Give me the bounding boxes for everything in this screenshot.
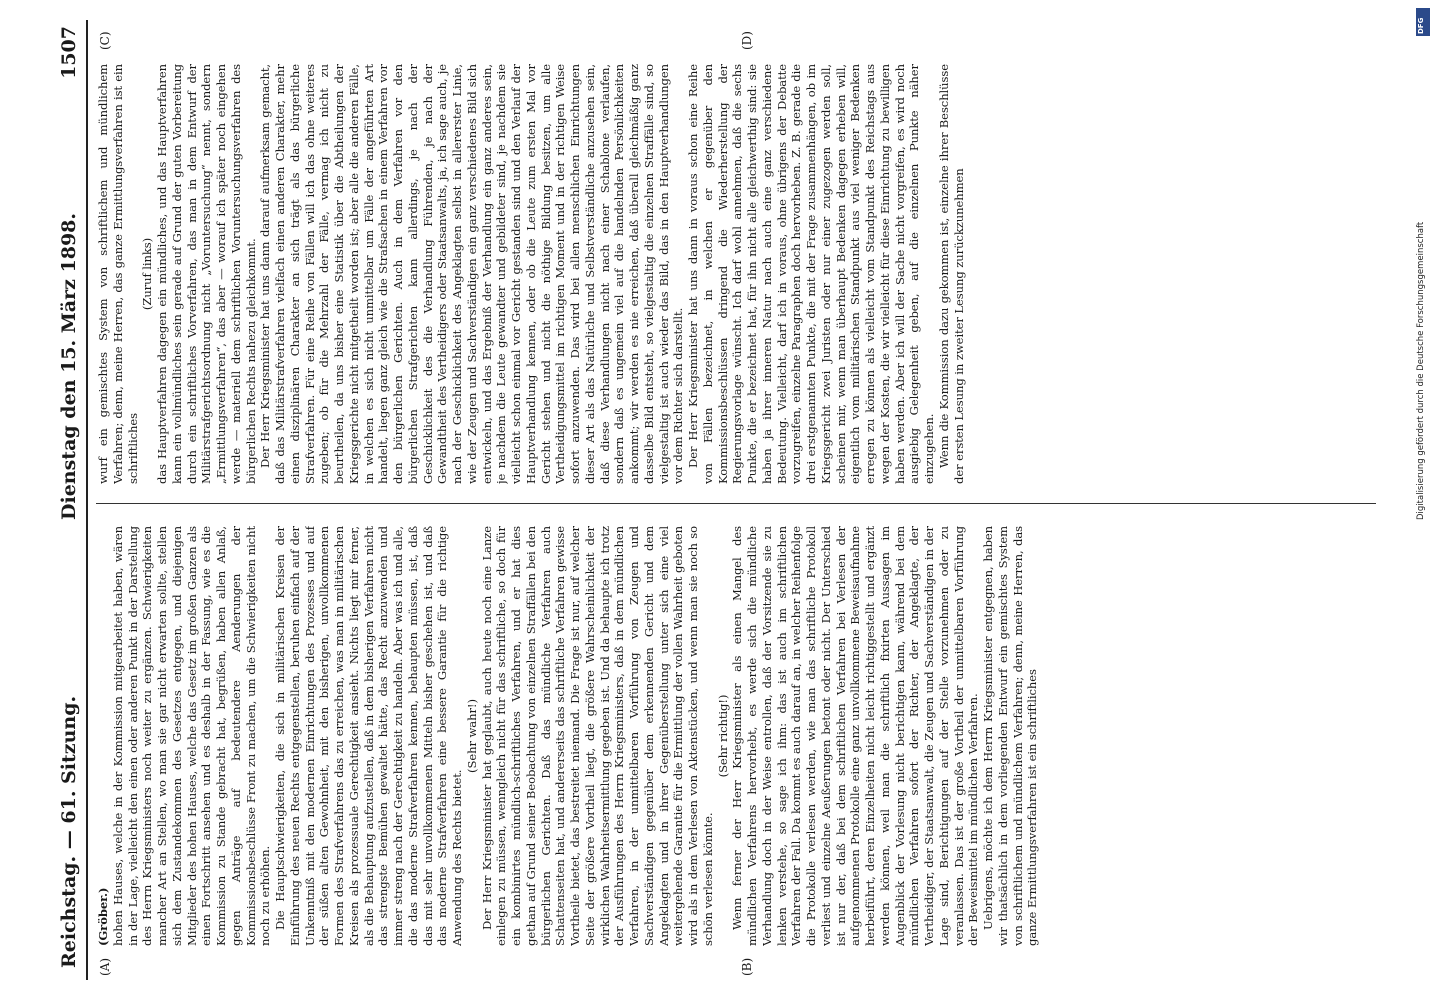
left-column — [96, 526, 1366, 946]
right-paragraph: Der Herr Kriegsminister hat uns dann darauf aufmerksam gemacht, daß das Militärstrafverfahren vielfach einen anderen Charakter, mehr einen disziplinären Charakter an sich trägt als das bürgerliche Strafverfahren. Für eine Reihe von Fällen will ich das ohne weiteres zugeben; ob für die Mehrzahl der Fälle, vermag ich nicht zu beurtheilen, da uns bisher eine Statistik über die Abtheilungen der Kriegsgerichte nicht mitgetheilt worden ist; aber alle die anderen Fälle, in welchen es sich nicht unmittelbar um Fälle der angeführten Art handelt, liegen ganz gleich wie die Strafsachen in einem Verfahren vor den bürgerlichen Gerichten. Auch in dem Verfahren vor den bürgerlichen Strafgerichten kann allerdings, je nach der Geschicklichkeit des die Verhandlung Führenden, je nach der Gewandtheit des Vertheidigers oder Staatsanwalts, ja, ich sage auch, je nach der Geschicklichkeit des Angeklagten selbst in allererster Linie, wie der Zeugen und Sachverständigen ein ganz verschiedenes Bild sich entwickeln, und das Ergebniß der Verhandlung ein ganz anderes sein, je nachdem die Leute gewandter und gebildeter sind, je nachdem sie vielleicht schon einmal vor Gericht gestanden sind und den Verlauf der Hauptverhandlung kennen, oder ob die Leute zum ersten Mal vor Gericht stehen und nicht die nöthige Bildung besitzen, um alle Vertheidigungsmittel im richtigen Moment und in der richtigen Weise sofort anzuwenden. Das wird bei allen menschlichen Einrichtungen dieser Art als das Natürliche und Selbstverständliche anzusehen sein, daß diese Verhandlungen nicht nach einer Schablone verlaufen, sondern daß es ungemein viel auf die handelnden Persönlichkeiten ankommt; wir werden es nie erreichen, daß überall gleichmäßig ganz dasselbe Bild entsteht, so vielgestaltig die einzelnen Straffälle sind, so vielgestaltig ist auch wieder das Bild, das in den Hauptverhandlungen vor dem Richter sich darstellt. — [258, 64, 686, 484]
dfg-logo: DFG — [1416, 8, 1430, 36]
margin-marker-d: (D) — [740, 31, 754, 50]
digitization-note: Digitalisierung gefördert durch die Deutsche Forschungsgemeinschaft — [1416, 221, 1426, 520]
header-date: Dienstag den 15. März 1898. — [58, 212, 80, 520]
document-page — [40, 20, 1380, 980]
page-number: 1507 — [58, 26, 80, 79]
interjection: (Sehr wahr!) — [464, 699, 479, 773]
page-header — [40, 20, 88, 980]
margin-marker-c: (C) — [98, 31, 112, 50]
left-paragraph: Der Herr Kriegsminister hat geglaubt, auch heute noch eine Lanze einlegen zu müssen, wenngleich nicht für das schriftliche, so doch für ein kombinirtes mündlich-schriftliches Verfahren, und er hat dies gethan auf Grund seiner Beobachtung von einzelnen Straffällen bei den bürgerlichen Gerichten. Daß das mündliche Verfahren auch Schattenseiten hat, und andererseits das schriftliche Verfahren gewisse Vortheile bietet, das bestreitet niemand. Die Frage ist nur, auf welcher Seite der größere Vortheil liegt, die größere Wahrscheinlichkeit der wirklichen Wahrheitsermittlung gegeben ist. Und da behaupte ich trotz der Ausführungen des Herrn Kriegsministers, daß in dem mündlichen Verfahren, in der unmittelbaren Vorführung von Zeugen und Sachverständigen gegenüber dem erkennenden Gericht und dem Angeklagten und in ihrer Gegenüberstellung unter sich eine viel weitergehende Garantie für die Ermittlung der vollen Wahrheit geboten wird als in dem Verlesen von Aktenstücken, und wenn man sie noch so schön verlesen könnte. — [479, 526, 715, 946]
left-paragraph: hohen Hauses, welche in der Kommission mitgearbeitet haben, wären in der Lage, vielleicht den einen oder anderen Punkt in der Darstellung des Herrn Kriegsministers noch weiter zu ergänzen. Schwierigkeiten mancher Art an Stellen, wo man sie gar nicht erwarten sollte, stellen sich dem Zustandekommen des Gesetzes entgegen, und diejenigen Mitglieder des hohen Hauses, welche das Gesetz im großen Ganzen als einen Fortschritt ansehen und es deshalb in der Fassung, wie es die Kommission zu Stande gebracht hat, begrüßen, haben allen Anlaß, gegen Anträge auf bedeutendere Aenderungen der Kommissionsbeschlüsse Front zu machen, um die Schwierigkeiten nicht noch zu erhöhen. — [110, 526, 273, 946]
left-paragraph: Wenn ferner der Herr Kriegsminister als einen Mangel des mündlichen Verfahrens hervorhebt, es werde sich die mündliche Verhandlung doch in der Weise entrollen, daß der Vorsitzende sie zu lenken verstehe, so sage ich ihm: das ist auch im schriftlichen Verfahren der Fall. Da kommt es auch darauf an, in welcher Reihenfolge die Protokolle verlesen werden, wie man das schriftliche Protokoll verliest und einzelne Aeußerungen betont oder nicht. Der Unterschied ist nur der, daß bei dem schriftlichen Verfahren bei Verlesen der aufgenommenen Protokolle eine ganz unvollkommene Beweisaufnahme herbeiführt, deren Einzelheiten nicht leicht richtiggestellt und ergänzt werden können, weil man die schriftlich fixirten Aussagen im Augenblick der Vorlesung nicht berichtigen kann, während bei dem mündlichen Verfahren sofort der Richter, der Angeklagte, der Vertheidiger, der Staatsanwalt, die Zeugen und Sachverständigen in der Lage sind, Berichtigungen auf der Stelle vorzunehmen oder zu veranlassen. Das ist der große Vortheil der unmittelbaren Vorführung der Beweismittel im mündlichen Verfahren. — [730, 526, 981, 946]
left-paragraph: Uebrigens, möchte ich dem Herrn Kriegsminister entgegnen, haben wir thatsächlich in dem vorliegenden Entwurf ein gemischtes System von schriftlichem und mündlichem Verfahren; denn, meine Herren, das ganze Ermittlungsverfahren ist ein schriftliches — [981, 526, 1040, 946]
right-paragraph: das Hauptverfahren dagegen ein mündliches, und das Hauptverfahren kann ein vollmündliches sein gerade auf Grund der guten Vorbereitung durch ein schriftliches Vorverfahren, das man in dem Entwurf der Militärstrafgerichtsordnung nicht „Voruntersuchung“ nennt, sondern „Ermittlungsverfahren“, das aber — worauf ich später noch eingehen werde — materiell dem schriftlichen Voruntersuchungsverfahren des bürgerlichen Rechts nahezu gleichkommt. — [155, 64, 258, 484]
left-paragraph: Die Hauptschwierigkeiten, die sich in militärischen Kreisen der Einführung des neuen Rechts entgegenstellen, beruhen einfach auf der Unkenntniß mit den modernen Einrichtungen des Prozesses und auf der süßen alten Gewohnheit, mit den bisherigen, unvollkommenen Formen des Strafverfahrens das zu erreichen, was man in militärischen Kreisen als prozessuale Gerechtigkeit ansieht. Nichts liegt mir ferner, als die Behauptung aufzustellen, daß in dem bisherigen Verfahren nicht das strengste Bemühen gewaltet hätte, das Recht anzuwenden und immer streng nach der Gerechtigkeit zu handeln. Aber was ich und alle, die das moderne Strafverfahren kennen, behaupten müssen, ist, daß das mit sehr unvollkommenen Mitteln bisher geschehen ist, und daß das moderne Strafverfahren eine bessere Garantie für die richtige Anwendung des Rechts bietet. — [273, 526, 464, 946]
margin-marker-b: (B) — [740, 957, 754, 976]
column-divider — [96, 503, 1376, 504]
interjection: (Zuruf links) — [140, 237, 155, 311]
right-paragraph: Wenn die Kommission dazu gekommen ist, einzelne ihrer Beschlüsse der ersten Lesung in zweiter Lesung zurückzunehmen — [936, 64, 966, 484]
right-paragraph: wurf ein gemischtes System von schriftlichem und mündlichem Verfahren; denn, meine Herren, das ganze Ermittlungsverfahren ist ein schriftliches — [96, 64, 140, 484]
header-session: Reichstag. — 61. Sitzung. — [58, 695, 80, 968]
right-paragraph: Der Herr Kriegsminister hat uns dann in voraus schon eine Reihe von Fällen bezeichnet, in welchen er gegenüber den Kommissionsbeschlüssen dringend die Wiederherstellung der Regierungsvorlage wünscht. Ich darf wohl annehmen, daß die sechs Punkte, die er bezeichnet hat, für ihn nicht alle gleichwerthig sind: sie haben ja ihrer inneren Natur nach auch eine ganz verschiedene Bedeutung. Vielleicht, darf ich in voraus, ohne übrigens der Debatte vorzugreifen, einzelne Paragraphen doch hervorheben. Z. B. gerade die drei erstgenannten Punkte, die mit der Frage zusammenhängen, ob im Kriegsgericht zwei Juristen oder nur einer zugezogen werden soll, scheinen mir, wenn man überhaupt Bedenken dagegen erheben will, eigentlich vom militärischen Standpunkt aus viel weniger Bedenken erregen zu können als vielleicht vom Standpunkt des Reichstags aus wegen der Kosten, die wir vielleicht für diese Einrichtung zu bewilligen haben werden. Aber ich will der Sache nicht vorgreifen, es wird noch ausgiebig Gelegenheit geben, auf die einzelnen Punkte näher einzugehen. — [686, 64, 936, 484]
margin-marker-a: (A) — [98, 957, 112, 976]
right-column — [96, 64, 1366, 484]
speaker-name: (Gröber.) — [96, 887, 110, 946]
interjection: (Sehr richtig!) — [715, 694, 730, 778]
document-sheet — [40, 20, 1420, 980]
